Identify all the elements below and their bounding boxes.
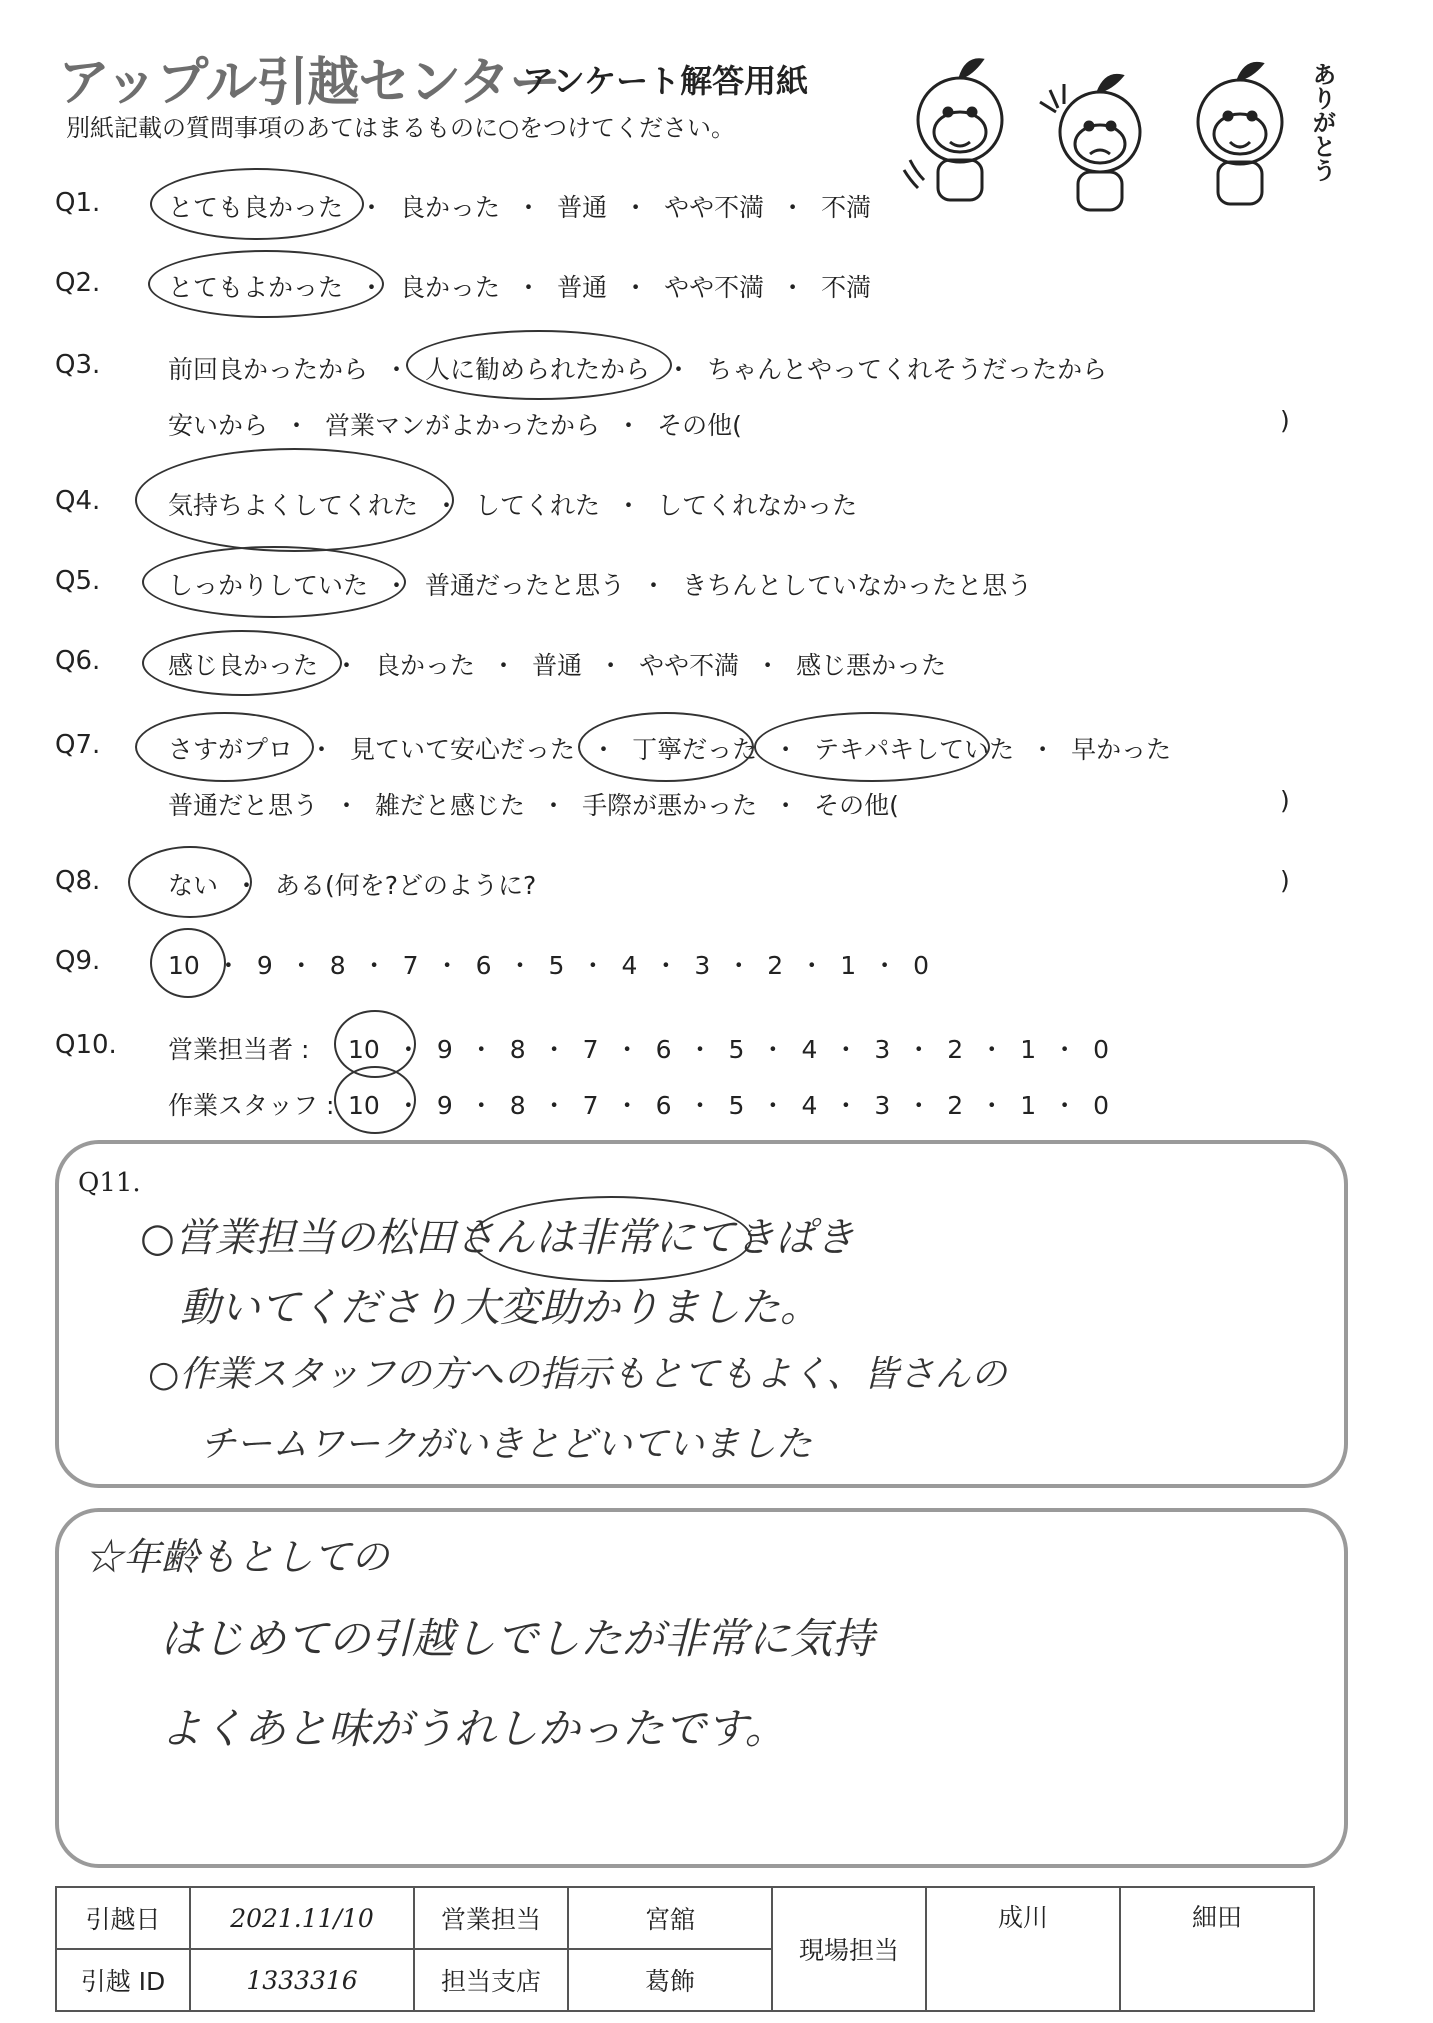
q4-option-2[interactable]: してくれた bbox=[475, 491, 601, 520]
q7-selection-circle-1 bbox=[135, 712, 314, 782]
q10-number: Q10. bbox=[55, 1030, 117, 1060]
q4-options: 気持ちよくしてくれた ・ してくれた ・ してくれなかった bbox=[168, 491, 858, 520]
sales-rep-label: 営業担当 bbox=[414, 1887, 568, 1949]
q10-sales-scale: 10 ・ 9 ・ 8 ・ 7 ・ 6 ・ 5 ・ 4 ・ 3 ・ 2 ・ 1 ・ 0 bbox=[348, 1035, 1110, 1064]
q2-option-5[interactable]: 不満 bbox=[821, 273, 872, 302]
q7-close-paren: ) bbox=[1280, 786, 1290, 815]
q4-option-3[interactable]: してくれなかった bbox=[657, 491, 858, 520]
q10-staff-scale: 10 ・ 9 ・ 8 ・ 7 ・ 6 ・ 5 ・ 4 ・ 3 ・ 2 ・ 1 ・ 0 bbox=[348, 1091, 1110, 1120]
q8-selection-circle bbox=[128, 846, 252, 918]
q2-option-3[interactable]: 普通 bbox=[557, 273, 608, 302]
monkey-mascot-left bbox=[904, 60, 1002, 200]
q4-number: Q4. bbox=[55, 486, 101, 516]
move-date-value: 2021.11/10 bbox=[190, 1887, 414, 1949]
q7-selection-circle-2 bbox=[578, 712, 754, 782]
q10-staff-label: 作業スタッフ : bbox=[168, 1091, 335, 1120]
branch-label: 担当支店 bbox=[414, 1949, 568, 2011]
q6-options: 感じ良かった ・ 良かった ・ 普通 ・ やや不満 ・ 感じ悪かった bbox=[168, 651, 947, 680]
q7-option-7[interactable]: 雑だと感じた bbox=[375, 791, 526, 820]
q5-options: しっかりしていた ・ 普通だったと思う ・ きちんとしていなかったと思う bbox=[168, 571, 1033, 600]
monkey-mascot-middle bbox=[1040, 75, 1140, 210]
q1-option-2[interactable]: 良かった bbox=[400, 193, 501, 222]
q10-sales-score-0[interactable]: 0 bbox=[1093, 1035, 1110, 1064]
q2-option-1[interactable]: とてもよかった bbox=[168, 273, 344, 302]
q9-score-6[interactable]: 6 bbox=[475, 951, 492, 980]
thanks-caption: ありがとう bbox=[1308, 62, 1336, 182]
q10-staff-score-4[interactable]: 4 bbox=[801, 1091, 818, 1120]
site-staff-label: 現場担当 bbox=[772, 1887, 926, 2011]
q2-option-2[interactable]: 良かった bbox=[400, 273, 501, 302]
q3-options-line2: 安いから ・ 営業マンがよかったから ・ その他( bbox=[168, 411, 742, 440]
form-title: アンケート解答用紙 bbox=[522, 62, 809, 100]
q10-sales-score-6[interactable]: 6 bbox=[655, 1035, 672, 1064]
q10-sales-score-7[interactable]: 7 bbox=[582, 1035, 599, 1064]
q2-selection-circle bbox=[148, 250, 384, 318]
q9-score-1[interactable]: 1 bbox=[840, 951, 857, 980]
q7-option-8[interactable]: 手際が悪かった bbox=[582, 791, 758, 820]
q7-number: Q7. bbox=[55, 730, 101, 760]
q10-sales-score-8[interactable]: 8 bbox=[509, 1035, 526, 1064]
q1-option-1[interactable]: とても良かった bbox=[168, 193, 344, 222]
branch-value: 葛飾 bbox=[568, 1949, 772, 2011]
q7-option-2[interactable]: 見ていて安心だった bbox=[350, 735, 576, 764]
q8-close-paren: ) bbox=[1280, 866, 1290, 895]
q6-option-2[interactable]: 良かった bbox=[375, 651, 476, 680]
q1-option-4[interactable]: やや不満 bbox=[664, 193, 765, 222]
q1-number: Q1. bbox=[55, 188, 101, 218]
monkey-mascot-right bbox=[1198, 63, 1282, 204]
free-comment-line-1: ☆年齢もとしての bbox=[85, 1535, 390, 1579]
q11-name-circle bbox=[470, 1196, 752, 1282]
q6-selection-circle bbox=[142, 630, 342, 696]
q9-score-5[interactable]: 5 bbox=[548, 951, 565, 980]
q3-option-6[interactable]: その他( bbox=[657, 411, 742, 440]
q10-sales-score-5[interactable]: 5 bbox=[728, 1035, 745, 1064]
free-comment-line-3: よくあと味がうれしかったです。 bbox=[160, 1704, 787, 1753]
q10-staff-score-5[interactable]: 5 bbox=[728, 1091, 745, 1120]
q3-option-3[interactable]: ちゃんとやってくれそうだったから bbox=[707, 355, 1108, 384]
free-comment-line-2: はじめての引越しでしたが非常に気持 bbox=[160, 1614, 875, 1663]
site-staff-value-2: 細田 bbox=[1120, 1887, 1314, 2011]
q6-option-5[interactable]: 感じ悪かった bbox=[796, 651, 947, 680]
q9-score-9[interactable]: 9 bbox=[256, 951, 273, 980]
q10-sales-score-3[interactable]: 3 bbox=[874, 1035, 891, 1064]
q3-options-line1: 前回良かったから ・ 人に勧められたから ・ ちゃんとやってくれそうだったから bbox=[168, 355, 1108, 384]
q5-option-3[interactable]: きちんとしていなかったと思う bbox=[682, 571, 1033, 600]
q6-number: Q6. bbox=[55, 646, 101, 676]
q7-option-1[interactable]: さすがプロ bbox=[168, 735, 294, 764]
q3-option-1[interactable]: 前回良かったから bbox=[168, 355, 369, 384]
q9-score-10[interactable]: 10 bbox=[168, 951, 200, 980]
monkey-mascots-illustration bbox=[900, 50, 1310, 220]
q10-staff-score-9[interactable]: 9 bbox=[436, 1091, 453, 1120]
q11-label: Q11. bbox=[78, 1168, 141, 1198]
move-id-label: 引越 ID bbox=[56, 1949, 190, 2011]
q1-selection-circle bbox=[150, 168, 364, 240]
q2-number: Q2. bbox=[55, 268, 101, 298]
q3-number: Q3. bbox=[55, 350, 101, 380]
q3-close-paren: ) bbox=[1280, 406, 1290, 435]
q9-score-2[interactable]: 2 bbox=[767, 951, 784, 980]
q10-staff-score-7[interactable]: 7 bbox=[582, 1091, 599, 1120]
q9-score-3[interactable]: 3 bbox=[694, 951, 711, 980]
q1-options: とても良かった ・ 良かった ・ 普通 ・ やや不満 ・ 不満 bbox=[168, 193, 872, 222]
q10-staff-score-0[interactable]: 0 bbox=[1093, 1091, 1110, 1120]
company-title: アップル引越センター bbox=[58, 53, 561, 113]
q10-staff-selection-circle bbox=[334, 1066, 416, 1134]
q8-options: ない ・ ある(何を?どのように? bbox=[168, 871, 537, 900]
site-staff-value-1: 成川 bbox=[926, 1887, 1120, 2011]
q11-handwritten-line-3: ○作業スタッフの方への指示もとてもよく、皆さんの bbox=[148, 1354, 1007, 1395]
q6-option-3[interactable]: 普通 bbox=[532, 651, 583, 680]
q6-option-4[interactable]: やや不満 bbox=[639, 651, 740, 680]
q3-option-2[interactable]: 人に勧められたから bbox=[425, 355, 651, 384]
q9-score-7[interactable]: 7 bbox=[402, 951, 419, 980]
q9-selection-circle bbox=[150, 928, 226, 998]
q7-options-line2: 普通だと思う ・ 雑だと感じた ・ 手際が悪かった ・ その他( bbox=[168, 791, 899, 820]
move-id-value: 1333316 bbox=[190, 1949, 414, 2011]
q9-score-8[interactable]: 8 bbox=[329, 951, 346, 980]
move-date-label: 引越日 bbox=[56, 1887, 190, 1949]
q10-sales-score-4[interactable]: 4 bbox=[801, 1035, 818, 1064]
sales-rep-value: 宮舘 bbox=[568, 1887, 772, 1949]
q7-options-line1: さすがプロ ・ 見ていて安心だった ・ 丁寧だった ・ テキパキしていた ・ 早かった bbox=[168, 735, 1172, 764]
q7-option-9[interactable]: その他( bbox=[814, 791, 899, 820]
footer-info-table bbox=[55, 1886, 1315, 2012]
q4-option-1[interactable]: 気持ちよくしてくれた bbox=[168, 491, 419, 520]
q10-sales-score-9[interactable]: 9 bbox=[436, 1035, 453, 1064]
q10-staff-score-8[interactable]: 8 bbox=[509, 1091, 526, 1120]
q7-option-6[interactable]: 普通だと思う bbox=[168, 791, 319, 820]
q10-staff-score-2[interactable]: 2 bbox=[947, 1091, 964, 1120]
q7-option-3[interactable]: 丁寧だった bbox=[632, 735, 758, 764]
q8-number: Q8. bbox=[55, 866, 101, 896]
q9-score-4[interactable]: 4 bbox=[621, 951, 638, 980]
q7-selection-circle-3 bbox=[754, 712, 990, 782]
q1-option-5[interactable]: 不満 bbox=[821, 193, 872, 222]
q9-number: Q9. bbox=[55, 946, 101, 976]
q10-sales-label: 営業担当者 : bbox=[168, 1035, 310, 1064]
q8-option-1[interactable]: ない bbox=[168, 871, 219, 900]
q11-handwritten-line-4: チームワークがいきとどいていました bbox=[200, 1424, 813, 1465]
q5-selection-circle bbox=[142, 546, 406, 618]
q10-staff-score-1[interactable]: 1 bbox=[1020, 1091, 1037, 1120]
q9-score-0[interactable]: 0 bbox=[913, 951, 930, 980]
q2-option-4[interactable]: やや不満 bbox=[664, 273, 765, 302]
q10-staff-score-6[interactable]: 6 bbox=[655, 1091, 672, 1120]
q10-staff-score-10[interactable]: 10 bbox=[348, 1091, 380, 1120]
q10-sales-score-1[interactable]: 1 bbox=[1020, 1035, 1037, 1064]
q5-option-2[interactable]: 普通だったと思う bbox=[425, 571, 626, 600]
q5-option-1[interactable]: しっかりしていた bbox=[168, 571, 369, 600]
q10-staff-score-3[interactable]: 3 bbox=[874, 1091, 891, 1120]
instruction-text: 別紙記載の質問事項のあてはまるものに○をつけてください。 bbox=[66, 114, 735, 142]
q6-option-1[interactable]: 感じ良かった bbox=[168, 651, 319, 680]
q10-sales-score-10[interactable]: 10 bbox=[348, 1035, 380, 1064]
q7-option-5[interactable]: 早かった bbox=[1071, 735, 1172, 764]
q9-scale: 10 ・ 9 ・ 8 ・ 7 ・ 6 ・ 5 ・ 4 ・ 3 ・ 2 ・ 1 ・ 0 bbox=[168, 951, 930, 980]
q4-selection-circle bbox=[135, 448, 454, 552]
q11-handwritten-line-1: ○営業担当の松田さんは非常にてきぱき bbox=[140, 1215, 855, 1261]
q3-option-4[interactable]: 安いから bbox=[168, 411, 269, 440]
q2-options: とてもよかった ・ 良かった ・ 普通 ・ やや不満 ・ 不満 bbox=[168, 273, 872, 302]
q7-option-4[interactable]: テキパキしていた bbox=[814, 735, 1015, 764]
q11-handwritten-line-2: 動いてくださり大変助かりました。 bbox=[180, 1285, 820, 1331]
q3-selection-circle bbox=[406, 330, 672, 400]
q8-option-2[interactable]: ある(何を?どのように? bbox=[275, 871, 537, 900]
q3-option-5[interactable]: 営業マンがよかったから bbox=[325, 411, 601, 440]
q5-number: Q5. bbox=[55, 566, 101, 596]
q10-sales-score-2[interactable]: 2 bbox=[947, 1035, 964, 1064]
q1-option-3[interactable]: 普通 bbox=[557, 193, 608, 222]
